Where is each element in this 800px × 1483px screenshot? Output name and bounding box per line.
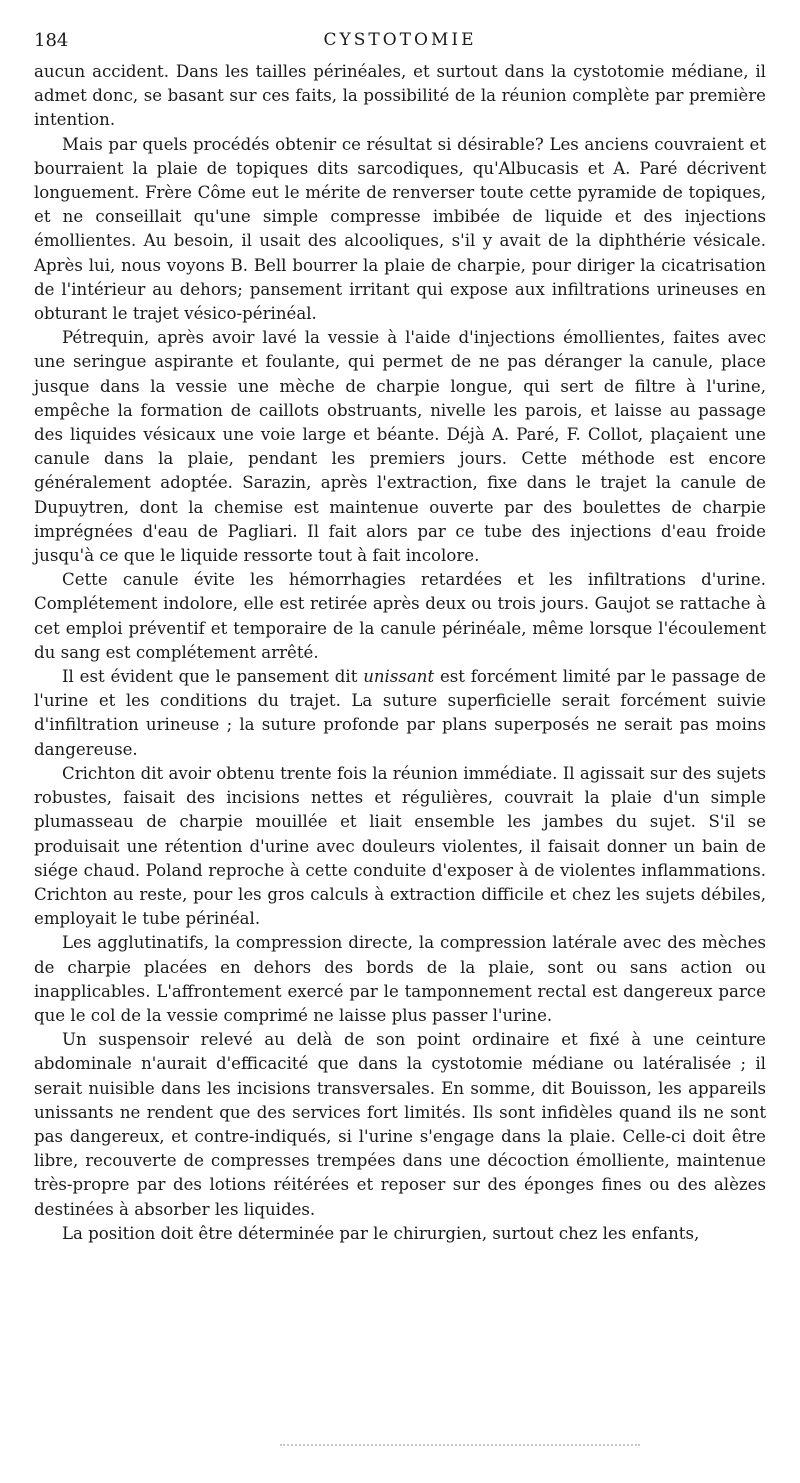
emphasized-term: unissant [363, 667, 435, 687]
paragraph-text: est forcément limité par le passage de l'urine et les conditions du trajet. La suture superficielle serait forcément suivie d'infiltration urineuse ; la suture profonde par plans superposés ne serait pas moins dangereuse. [34, 667, 766, 759]
book-page [34, 30, 766, 1246]
footer-rule [280, 1438, 640, 1446]
paragraph: Les agglutinatifs, la compression directe, la compression latérale avec des mèches de charpie placées en dehors des bords de la plaie, sont ou sans action ou inapplicables. L'affrontement exercé par le tamponnement rectal est dangereux parce que le col de la vessie comprimé ne laisse plus passer l'urine. [34, 933, 766, 1025]
paragraph: Crichton dit avoir obtenu trente fois la réunion immédiate. Il agissait sur des sujets robustes, faisait des incisions nettes et régulières, couvrait la plaie d'un simple plumasseau de charpie mouillée et liait ensemble les jambes du sujet. S'il se produisait une rétention d'urine avec douleurs violentes, il faisait donner un bain de siége chaud. Poland reproche à cette conduite d'exposer à de violentes inflammations. Crichton au reste, pour les gros calculs à extraction difficile et chez les sujets débiles, employait le tube périnéal. [34, 763, 766, 929]
page-header [34, 30, 766, 54]
body-text [34, 60, 766, 1246]
paragraph-text: Il est évident que le pansement dit [62, 667, 364, 687]
paragraph: Pétrequin, après avoir lavé la vessie à l'aide d'injections émollientes, faites avec une seringue aspirante et foulante, qui permet de ne pas déranger la canule, place jusque dans la vessie une mèche de charpie longue, qui sert de filtre à l'urine, empêche la formation de caillots obstruants, nivelle les parois, et laisse au passage des liquides vésicaux une voie large et béante. Déjà A. Paré, F. Collot, plaçaient une canule dans la plaie, pendant les premiers jours. Cette méthode est encore généralement adoptée. Sarazin, après l'extraction, fixe dans le trajet la canule de Dupuytren, dont la chemise est maintenue ouverte par des boulettes de charpie imprégnées d'eau de Pagliari. Il fait alors par ce tube des injections d'eau froide jusqu'à ce que le liquide ressorte tout à fait incolore. [34, 328, 766, 566]
paragraph: Cette canule évite les hémorrhagies retardées et les infiltrations d'urine. Complétement indolore, elle est retirée après deux ou trois jours. Gaujot se rattache à cet emploi préventif et temporaire de la canule périnéale, même lorsque l'écoulement du sang est complétement arrêté. [34, 570, 766, 662]
paragraph-continuation: aucun accident. Dans les tailles périnéales, et surtout dans la cystotomie médiane, il admet donc, se basant sur ces faits, la possibilité de la réunion complète par première intention. [34, 62, 766, 130]
paragraph-final-partial: La position doit être déterminée par le chirurgien, surtout chez les enfants, [62, 1223, 700, 1243]
running-head: CYSTOTOMIE [323, 30, 477, 50]
page-number: 184 [34, 30, 69, 51]
paragraph: Un suspensoir relevé au delà de son point ordinaire et fixé à une ceinture abdominale n'aurait d'efficacité que dans la cystotomie médiane ou latéralisée ; il serait nuisible dans les incisions transversales. En somme, dit Bouisson, les appareils unissants ne rendent que des services fort limités. Ils sont infidèles quand ils ne sont pas dangereux, et contre-indiqués, si l'urine s'engage dans la plaie. Celle-ci doit être libre, recouverte de compresses trempées dans une décoction émolliente, maintenue très-propre par des lotions réitérées et reposer sur des éponges fines ou des alèzes destinées à absorber les liquides. [34, 1030, 766, 1219]
paragraph: Mais par quels procédés obtenir ce résultat si désirable? Les anciens couvraient et bourraient la plaie de topiques dits sarcodiques, qu'Albucasis et A. Paré décrivent longuement. Frère Côme eut le mérite de renverser toute cette pyramide de topiques, et ne conseillait qu'une simple compresse imbibée de liquide et des injections émollientes. Au besoin, il usait des alcooliques, s'il y avait de la diphthérie vésicale. Après lui, nous voyons B. Bell bourrer la plaie de charpie, pour diriger la cicatrisation de l'intérieur au dehors; pansement irritant qui expose aux infiltrations urineuses en obturant le trajet vésico-périnéal. [34, 134, 766, 324]
paragraph-with-emphasis [34, 665, 766, 762]
